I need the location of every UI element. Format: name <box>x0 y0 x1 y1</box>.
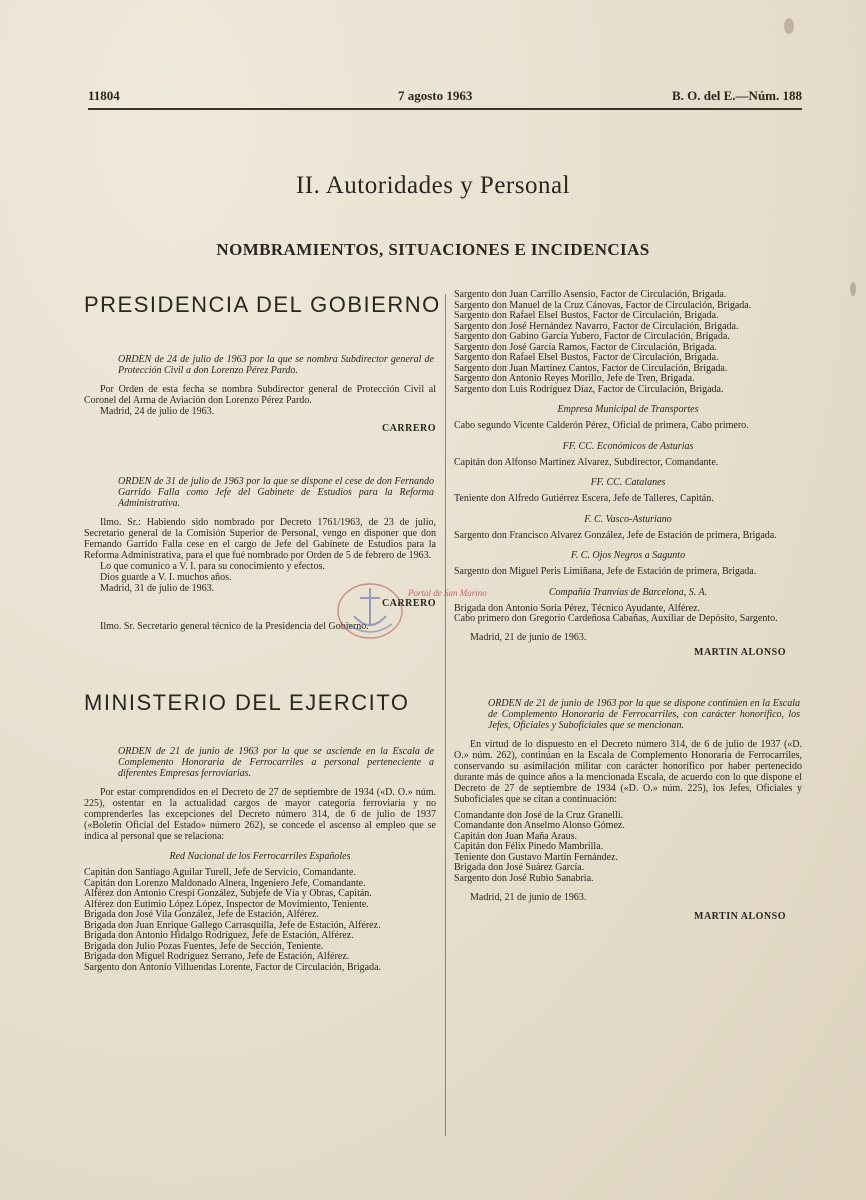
personnel-entry: Capitán don Félix Pinedo Mambrilla. <box>454 841 604 852</box>
personnel-list <box>454 458 802 469</box>
company-title: F. C. Ojos Negros a Sagunto <box>570 550 686 561</box>
company-title: FF. CC. Catalanes <box>590 477 666 488</box>
signature: CARRERO <box>381 423 436 434</box>
order-paragraph: Por estar comprendidos en el Decreto de 27 de septiembre de 1934 («D. O.» núm. 225), ostentar en la actualidad cargos de mayor categoría ferroviaria y no comprenderles las excepciones del Decreto número 314, de 6 de julio de 1937 («Boletín Oficial del Estado» número 262), se concede el ascenso al empleo que se indica al personal que se relaciona: <box>84 787 436 842</box>
personnel-entry: Brigada don Antonio Hidalgo Rodríguez, Jefe de Estación, Alférez. <box>84 930 354 941</box>
place-date: Madrid, 24 de julio de 1963. <box>100 406 215 417</box>
order-paragraph: Lo que comunico a V. I. para su conocimiento y efectos. <box>100 561 325 572</box>
order-paragraph: Ilmo. Sr.: Habiendo sido nombrado por Decreto 1761/1963, de 23 de julio, Secretario general de la Comisión Superior de Personal, vengo en disponer que don Fernando Garrido Falla cese en el cargo de Jefe del Gabinete de Estudios para la Reforma Administrativa, para el que fué nombrado por Orden de 5 de febrero de 1963. <box>84 517 436 561</box>
personnel-entry: Capitán don Lorenzo Maldonado Alnera, Ingeniero Jefe, Comandante. <box>84 877 366 889</box>
personnel-list <box>454 567 802 578</box>
place-date: Madrid, 31 de julio de 1963. <box>100 583 215 594</box>
publication-number: B. O. del E.—Núm. 188 <box>671 88 802 103</box>
personnel-entry: Brigada don Juan Enrique Gallego Carrasquilla, Jefe de Estación, Alférez. <box>84 919 381 931</box>
personnel-entry: Teniente don Gustavo Martín Fernández. <box>454 851 618 863</box>
personnel-entry: Sargento don Gabino García Yubero, Factor de Circulación, Brigada. <box>454 331 730 342</box>
order-body <box>84 787 436 842</box>
column-divider <box>445 294 446 1136</box>
personnel-entry: Brigada don José Vila González, Jefe de Estación, Alférez. <box>84 909 319 920</box>
ministry-heading-ejercito: MINISTERIO DEL EJERCITO <box>84 690 410 715</box>
personnel-entry: Sargento don Antonio Reyes Morillo, Jefe de Tren, Brigada. <box>454 373 695 384</box>
personnel-entry: Sargento don José Rubio Sanabria. <box>454 872 594 884</box>
company-title: F. C. Vasco-Asturiano <box>584 513 672 525</box>
place-date: Madrid, 21 de junio de 1963. <box>470 631 587 643</box>
order-body <box>84 384 436 406</box>
personnel-entry: Sargento don Miguel Peris Limiñana, Jefe de Estación de primera, Brigada. <box>454 566 757 577</box>
signature: MARTIN ALONSO <box>694 911 786 922</box>
personnel-entry: Sargento don Rafael Elsel Bustos, Factor de Circulación, Brigada. <box>454 310 719 321</box>
personnel-entry: Alférez don Eutimio López López, Inspector de Movimiento, Teniente. <box>84 898 369 910</box>
order-body <box>454 739 802 805</box>
company-title: Empresa Municipal de Transportes <box>557 404 699 415</box>
paper-stain <box>850 282 856 296</box>
order-paragraph: En virtud de lo dispuesto en el Decreto número 314, de 6 de julio de 1937 («D. O.» núm. 262), continúan en la Escala de Complemento Honoraria de Ferrocarriles, conservando su asimilación militar con carácter honorífico por haber pertenecido durante más de quince años a la mencionada Escala, de acuerdo con lo que dispone el Decreto de 27 de septiembre de 1934 («D. O.» núm. 225), los Jefes, Oficiales y Suboficiales que se citan a continuación: <box>454 738 802 805</box>
personnel-entry: Brigada don José Suárez García. <box>454 862 585 873</box>
personnel-list <box>454 290 802 395</box>
order-title: ORDEN de 24 de julio de 1963 por la que se nombra Subdirector general de Protección Civil a don Lorenzo Pérez Pardo. <box>118 354 434 376</box>
personnel-entry: Cabo segundo Vicente Calderón Pérez, Oficial de primera, Cabo primero. <box>454 420 749 431</box>
right-column <box>454 290 802 922</box>
personnel-entry: Capitán don Santiago Aguilar Turell, Jefe de Servicio, Comandante. <box>84 867 356 878</box>
personnel-list <box>454 494 802 505</box>
section-title: II. Autoridades y Personal <box>295 172 571 199</box>
personnel-entry: Sargento don José Hernández Navarro, Factor de Circulación, Brigada. <box>454 320 739 332</box>
personnel-list <box>454 811 802 885</box>
personnel-entry: Capitán don Alfonso Martínez Alvarez, Subdirector, Comandante. <box>454 456 719 468</box>
personnel-list <box>454 421 802 432</box>
personnel-entry: Cabo primero don Gregorio Cardeñosa Cabañas, Auxiliar de Depósito, Sargento. <box>454 613 778 624</box>
personnel-list <box>84 868 436 973</box>
place-date: Madrid, 21 de junio de 1963. <box>470 892 587 903</box>
order-paragraph: Dios guarde a V. I. muchos años. <box>100 572 232 583</box>
company-title: Red Nacional de los Ferrocarriles Españoles <box>169 851 351 862</box>
library-stamp-seal <box>334 580 406 642</box>
personnel-entry: Comandante don Anselmo Alonso Gómez. <box>454 820 625 831</box>
personnel-entry: Sargento don Juan Martínez Cantos, Factor de Circulación, Brigada. <box>454 362 728 374</box>
section-subtitle: NOMBRAMIENTOS, SITUACIONES E INCIDENCIAS <box>216 240 650 259</box>
issue-date: 7 agosto 1963 <box>398 88 473 103</box>
addressee-text: Ilmo. Sr. Secretario general técnico de la Presidencia del Gobierno. <box>100 621 369 632</box>
personnel-entry: Teniente don Alfredo Gutiérrez Escera, Jefe de Talleres, Capitán. <box>454 493 714 504</box>
order-body <box>84 517 436 583</box>
order-paragraph: Por Orden de esta fecha se nombra Subdirector general de Protección Civil al Coronel del Arma de Aviación don Lorenzo Pérez Pardo. <box>84 384 436 406</box>
page-header <box>88 88 802 110</box>
ministry-heading-presidencia: PRESIDENCIA DEL GOBIERNO <box>84 292 441 317</box>
personnel-entry: Comandante don José de la Cruz Granelli. <box>454 809 624 821</box>
order-title: ORDEN de 21 de junio de 1963 por la que se dispone continúen en la Escala de Complemento Honoraria de Ferrocarriles, con carácter honorífico, los Jefes, Oficiales y Suboficiales que se mencionan. <box>488 697 800 731</box>
signature: MARTIN ALONSO <box>694 646 786 658</box>
personnel-entry: Capitán don Juan Maña Araus. <box>454 830 578 842</box>
order-title: ORDEN de 21 de junio de 1963 por la que se asciende en la Escala de Complemento Honoraria de Ferrocarriles a personal perteneciente a diferentes Empresas ferroviarias. <box>118 746 434 779</box>
personnel-entry: Sargento don Francisco Alvarez González, Jefe de Estación de primera, Brigada. <box>454 529 777 541</box>
company-title: FF. CC. Económicos de Asturias <box>562 440 694 452</box>
personnel-entry: Brigada don Miguel Rodríguez Serrano, Jefe de Estación, Alférez. <box>84 951 350 962</box>
personnel-entry: Brigada don Julio Pozas Fuentes, Jefe de Sección, Teniente. <box>84 940 324 952</box>
personnel-entry: Sargento don Antonio Villuendas Lorente, Factor de Circulación, Brigada. <box>84 961 382 973</box>
company-groups <box>454 404 802 625</box>
page-number: 11804 <box>88 88 120 103</box>
company-title: Compañía Tranvías de Barcelona, S. A. <box>548 586 708 598</box>
paper-stain <box>784 18 794 34</box>
personnel-entry: Sargento don Manuel de la Cruz Cánovas, Factor de Circulación, Brigada. <box>454 299 752 311</box>
personnel-entry: Sargento don Luis Rodríguez Díaz, Factor de Circulación, Brigada. <box>454 383 724 395</box>
personnel-entry: Sargento don Juan Carrillo Asensio, Factor de Circulación, Brigada. <box>454 289 727 300</box>
personnel-entry: Sargento don José García Ramos, Factor de Circulación, Brigada. <box>454 341 717 353</box>
signature: CARRERO <box>381 598 436 609</box>
personnel-list <box>454 531 802 542</box>
personnel-entry: Brigada don Antonio Soria Pérez, Técnico Ayudante, Alférez. <box>454 602 701 614</box>
library-stamp-text: Portal de San Marino <box>408 588 487 598</box>
personnel-entry: Alférez don Antonio Crespí González, Subjefe de Vía y Obras, Capitán. <box>84 888 372 899</box>
personnel-list <box>454 604 802 625</box>
personnel-entry: Sargento don Rafael Elsel Bustos, Factor de Circulación, Brigada. <box>454 352 719 363</box>
order-title: ORDEN de 31 de julio de 1963 por la que se dispone el cese de don Fernando Garrido Falla como Jefe del Gabinete de Estudios para la Reforma Administrativa. <box>118 476 434 509</box>
